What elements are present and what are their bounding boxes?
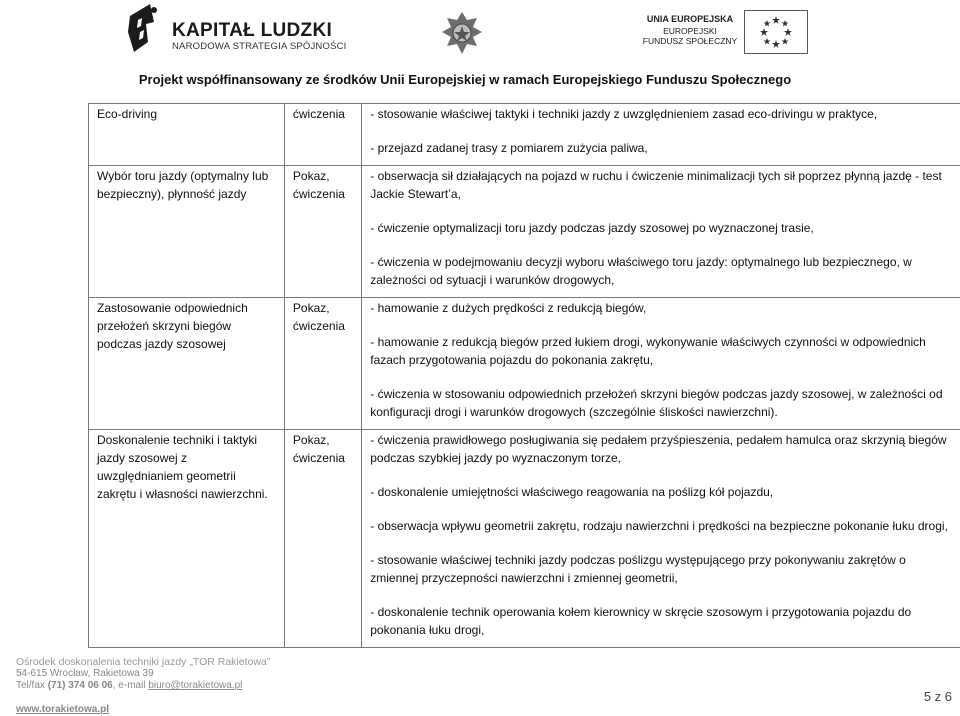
content-item: - hamowanie z redukcją biegów przed łukiem drogi, wykonywanie właściwych czynności w odpowiednich fazach przygotowania pojazdu do pokonania zakrętu, <box>370 333 952 369</box>
content-item: - ćwiczenia prawidłowego posługiwania się pedałem przyśpieszenia, pedałem hamulca oraz skrzynią biegów podczas szybkiej jazdy po wyznaczonym torze, <box>370 431 952 467</box>
footer-phone: (71) 374 06 06 <box>48 680 113 691</box>
police-emblem-icon <box>440 10 484 58</box>
footer-phone-prefix: Tel/fax <box>16 680 48 691</box>
topic-cell: Eco-driving <box>89 104 285 166</box>
footer-contact <box>16 680 270 692</box>
content-item: - stosowanie właściwej taktyki i techniki jazdy z uwzględnieniem zasad eco-drivingu w praktyce, <box>370 105 952 123</box>
topic-cell: Zastosowanie odpowiednich przełożeń skrzyni biegów podczas jazdy szosowej <box>89 298 285 430</box>
content-item: - ćwiczenia w podejmowaniu decyzji wyboru właściwego toru jazdy: optymalnego lub bezpiecznego, w zależności od sytuacji i warunków drogowych, <box>370 253 952 289</box>
content-item: - obserwacja wpływu geometrii zakrętu, rodzaju nawierzchni i prędkości na bezpieczne pokonanie łuku drogi, <box>370 517 952 535</box>
content-cell <box>362 430 960 648</box>
page-number: 5 z 6 <box>924 689 952 704</box>
table-row <box>89 298 960 430</box>
footer-company-name: Ośrodek doskonalenia techniki jazdy „TOR Rakietowa” <box>16 656 270 668</box>
content-cell <box>362 298 960 430</box>
topic-cell: Wybór toru jazdy (optymalny lub bezpieczny), płynność jazdy <box>89 166 285 298</box>
form-cell: Pokaz, ćwiczenia <box>284 298 361 430</box>
training-program-table <box>88 103 960 648</box>
content-item: - obserwacja sił działających na pojazd w ruchu i ćwiczenie minimalizacji tych sił poprzez płynną jazdę - test Jackie Stewart’a, <box>370 167 952 203</box>
eu-flag-icon <box>744 10 808 54</box>
kapital-ludzki-title: KAPITAŁ LUDZKI <box>172 20 332 42</box>
content-item: - doskonalenie technik operowania kołem kierownicy w skręcie szosowym i przygotowania pojazdu do pokonania łuku drogi, <box>370 603 952 639</box>
project-cofinancing-line: Projekt współfinansowany ze środków Unii Europejskiej w ramach Europejskiego Funduszu Społecznego <box>0 72 930 87</box>
eu-label-line2: EUROPEJSKI <box>640 26 740 36</box>
kapital-ludzki-subtitle: NARODOWA STRATEGIA SPÓJNOŚCI <box>172 41 347 52</box>
eu-fund-label <box>640 14 740 46</box>
footer-website-link[interactable]: www.torakietowa.pl <box>16 704 109 715</box>
footer-email-prefix: , e-mail <box>113 680 149 691</box>
form-cell: Pokaz, ćwiczenia <box>284 166 361 298</box>
content-item: - doskonalenie umiejętności właściwego reagowania na poślizg kół pojazdu, <box>370 483 952 501</box>
topic-cell: Doskonalenie techniki i taktyki jazdy szosowej z uwzględnianiem geometrii zakrętu i własności nawierzchni. <box>89 430 285 648</box>
content-item: - ćwiczenia w stosowaniu odpowiednich przełożeń skrzyni biegów podczas jazdy szosowej, w zależności od konfiguracji drogi i warunków drogowych (szczególnie śliskości nawierzchni). <box>370 385 952 421</box>
table-row <box>89 430 960 648</box>
content-cell <box>362 104 960 166</box>
content-item: - hamowanie z dużych prędkości z redukcją biegów, <box>370 299 952 317</box>
footer <box>16 656 270 716</box>
content-cell <box>362 166 960 298</box>
footer-email-link[interactable]: biuro@torakietowa.pl <box>148 680 242 691</box>
content-item: - ćwiczenie optymalizacji toru jazdy podczas jazdy szosowej po wyznaczonej trasie, <box>370 219 952 237</box>
kapital-ludzki-logo-icon <box>124 2 160 56</box>
content-item: - przejazd zadanej trasy z pomiarem zużycia paliwa, <box>370 139 952 157</box>
form-cell: ćwiczenia <box>284 104 361 166</box>
content-item: - stosowanie właściwej techniki jazdy podczas poślizgu występującego przy pokonywaniu zakrętów o zmiennej przyczepności nawierzchni i zmiennej geometrii, <box>370 551 952 587</box>
footer-address: 54-615 Wrocław, Rakietowa 39 <box>16 668 270 680</box>
table-row <box>89 166 960 298</box>
table-row <box>89 104 960 166</box>
form-cell: Pokaz, ćwiczenia <box>284 430 361 648</box>
eu-label-line1: UNIA EUROPEJSKA <box>640 14 740 24</box>
eu-label-line3: FUNDUSZ SPOŁECZNY <box>640 36 740 46</box>
